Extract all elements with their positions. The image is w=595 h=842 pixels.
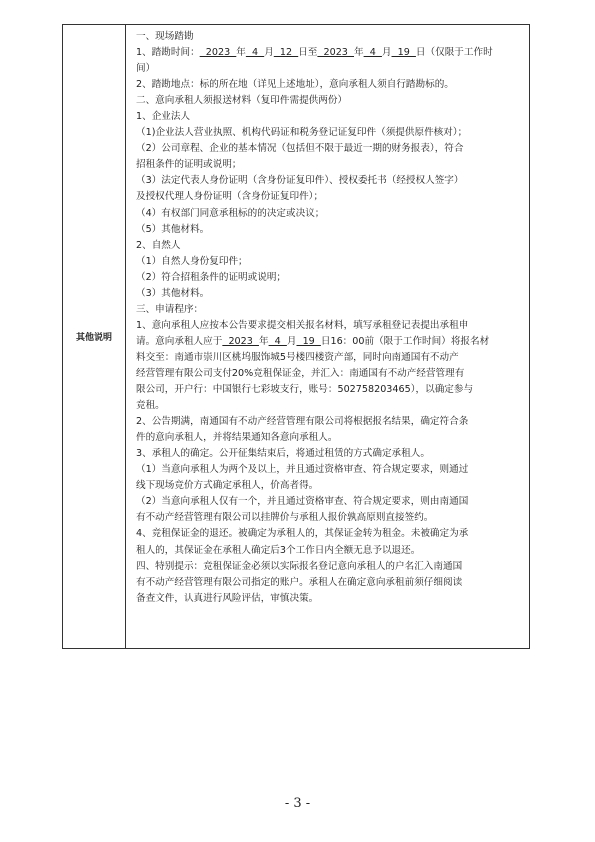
text-segment: 年 — [258, 335, 269, 347]
underlined-value: 4 — [245, 47, 265, 59]
content-cell — [126, 25, 529, 648]
text-segment: 2、自然人 — [136, 239, 181, 251]
text-line — [136, 141, 524, 157]
text-segment: 年 — [354, 47, 364, 59]
text-line — [136, 366, 524, 382]
text-line — [136, 430, 524, 446]
text-segment: （1)企业法人营业执照、机构代码证和税务登记证复印件（须提供原件核对）； — [136, 127, 468, 139]
text-segment: 租人的，其保证金在承租人确定后3个工作日内全额无息予以退还。 — [136, 544, 421, 556]
page-number: - 3 - — [284, 796, 311, 811]
text-segment: 二、意向承租人须报送材料（复印件需提供两份） — [136, 95, 348, 107]
text-segment: 请。意向承租人应于 — [136, 335, 223, 347]
text-line — [136, 254, 524, 270]
label-cell — [63, 25, 126, 648]
text-segment: 年 — [236, 47, 246, 59]
text-segment: （1）自然人身份复印件； — [136, 255, 248, 267]
text-segment: 月 — [286, 335, 297, 347]
text-line — [136, 591, 524, 607]
text-line — [136, 494, 524, 510]
underlined-value: 4 — [268, 335, 287, 347]
text-segment: （5）其他材料。 — [136, 223, 210, 235]
text-line — [136, 206, 524, 222]
text-line — [136, 45, 524, 61]
text-segment: 1、企业法人 — [136, 111, 191, 123]
text-line — [136, 478, 524, 494]
text-segment: 1、意向承租人应按本公告要求提交相关报名材料，填写承租登记表提出承租申 — [136, 319, 469, 331]
text-segment: （2）符合招租条件的证明或说明； — [136, 271, 287, 283]
text-segment: 招租条件的证明或说明； — [136, 159, 242, 171]
underlined-value: 2023 — [199, 47, 237, 59]
text-segment: （2）当意向承租人仅有一个，并且通过资格审查、符合规定要求，则由南通国 — [136, 496, 469, 508]
underlined-value: 19 — [296, 335, 321, 347]
notes-table — [62, 24, 530, 649]
text-line — [136, 302, 524, 318]
text-segment: 2、踏勘地点：标的所在地（详见上述地址），意向承租人须自行踏勘标的。 — [136, 79, 454, 91]
text-segment: 三、申请程序： — [136, 303, 204, 315]
text-line — [136, 543, 524, 559]
text-segment: 月 — [264, 47, 274, 59]
underlined-value: 19 — [391, 47, 416, 59]
text-segment: 日（仅限于工作时 — [415, 47, 493, 59]
text-line — [136, 318, 524, 334]
text-segment: 日16：00前（限于工作时间）将报名材 — [320, 335, 490, 347]
text-line — [136, 398, 524, 414]
text-line — [136, 238, 524, 254]
text-line — [136, 109, 524, 125]
text-line — [136, 382, 524, 398]
text-line — [136, 77, 524, 93]
text-segment: （3）法定代表人身份证明（含身份证复印件）、授权委托书（经授权人签字） — [136, 175, 464, 187]
text-line — [136, 93, 524, 109]
text-line — [136, 575, 524, 591]
text-line — [136, 334, 524, 350]
text-segment: 备查文件，认真进行风险评估，审慎决策。 — [136, 592, 319, 604]
text-segment: 2、公告期满，南通国有不动产经营管理有限公司将根据报名结果，确定符合条 — [136, 416, 469, 428]
text-segment: 一、现场踏勘 — [136, 31, 194, 42]
text-segment: （4）有权部门同意承租标的的决定或决议； — [136, 207, 325, 219]
text-segment: 经营管理有限公司支付20%竞租保证金，并汇入：南通国有不动产经营管理有 — [136, 367, 465, 379]
text-line — [136, 526, 524, 542]
text-segment: 件的意向承租人，并将结果通知各意向承租人。 — [136, 432, 338, 444]
text-line — [136, 559, 524, 575]
text-line — [136, 510, 524, 526]
text-segment: 日至 — [298, 47, 318, 59]
text-line — [136, 125, 524, 141]
text-segment: 料交至：南通市崇川区桃坞服饰城5号楼四楼资产部，同时向南通国有不动产 — [136, 351, 459, 363]
text-line — [136, 462, 524, 478]
text-segment: 限公司，开户行：中国银行七彩坡支行，账号：502758203465），以确定参与 — [136, 384, 474, 396]
row-label: 其他说明 — [75, 333, 112, 343]
text-segment: 及授权代理人身份证明（含身份证复印件）； — [136, 191, 324, 203]
underlined-value: 2023 — [222, 335, 259, 347]
text-line — [136, 270, 524, 286]
underlined-value: 2023 — [317, 47, 355, 59]
text-segment: （1）当意向承租人为两个及以上，并且通过资格审查、符合规定要求，则通过 — [136, 464, 469, 476]
text-segment: （2）公司章程、企业的基本情况（包括但不限于最近一期的财务报表），符合 — [136, 143, 464, 155]
text-segment: 间） — [136, 63, 156, 75]
text-segment: 1、踏勘时间： — [136, 47, 200, 59]
text-line — [136, 61, 524, 77]
text-segment: 四、特别提示：竞租保证金必须以实际报名登记意向承租人的户名汇入南通国 — [136, 560, 463, 572]
text-line — [136, 157, 524, 173]
text-segment: 4、竞租保证金的退还。被确定为承租人的，其保证金转为租金。未被确定为承 — [136, 528, 469, 540]
text-line — [136, 350, 524, 366]
text-segment: 竞租。 — [136, 400, 165, 412]
text-segment: 线下现场竞价方式确定承租人，价高者得。 — [136, 480, 319, 492]
text-line — [136, 189, 524, 205]
underlined-value: 4 — [363, 47, 382, 59]
text-line — [136, 286, 524, 302]
text-segment: 有不动产经营管理有限公司以挂牌价与承租人报价孰高原则直接签约。 — [136, 512, 434, 524]
text-segment: 3、承租人的确定。公开征集结束后，将通过租赁的方式确定承租人。 — [136, 448, 430, 460]
text-segment: 有不动产经营管理有限公司指定的账户。承租人在确定意向承租前须仔细阅读 — [136, 576, 463, 588]
text-line — [136, 173, 524, 189]
text-segment: 月 — [381, 47, 392, 59]
text-segment: （3）其他材料。 — [136, 287, 210, 299]
text-line — [136, 222, 524, 238]
underlined-value: 12 — [273, 47, 299, 59]
text-line — [136, 29, 524, 45]
text-line — [136, 414, 524, 430]
text-line — [136, 446, 524, 462]
